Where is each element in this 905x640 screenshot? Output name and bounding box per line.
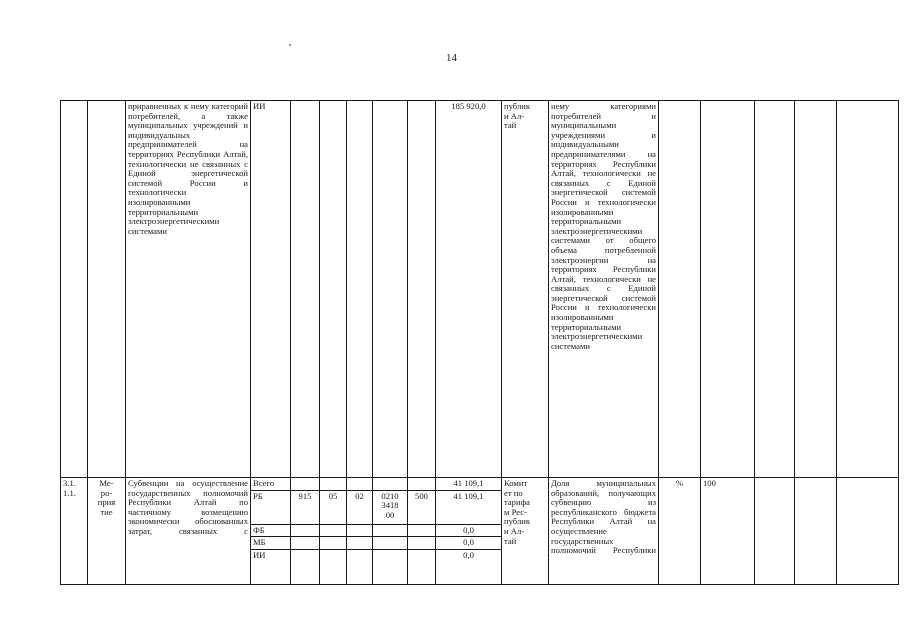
- cell-source: Всего: [251, 478, 291, 491]
- cell-source: ИИ: [251, 549, 291, 584]
- cell-csr: [373, 524, 408, 537]
- cell-grbs: [291, 549, 320, 584]
- table-row: [61, 101, 899, 478]
- cell-grbs: [291, 101, 320, 478]
- cell-source: МБ: [251, 537, 291, 550]
- cell-vr: [408, 524, 436, 537]
- cell-amount: 0,0: [436, 537, 502, 550]
- cell-pr: [347, 549, 373, 584]
- cell-executor: Комит ет по тарифа м Рес- публик и Ал- тай: [502, 478, 549, 585]
- cell-description: Субвенции на осуществление государственных полномочий Республики Алтай по частичному возмещению экономически обоснованных затрат, связанных с: [126, 478, 251, 585]
- scan-speck: [289, 44, 291, 46]
- program-table: [60, 100, 899, 585]
- cell-csr: [373, 478, 408, 491]
- cell-value-4: [837, 101, 899, 478]
- cell-description: приравненных к нему категорий потребителей, а также муниципальных учреждений и индивидуальных предпринимателей на территориях Республики Алтай, технологически не связанных с Единой энергетической системой России и технологически изолированными территориальными электроэнергетическими системами: [126, 101, 251, 478]
- cell-value-4: [837, 478, 899, 585]
- cell-number: [61, 101, 88, 478]
- cell-rz: [320, 101, 347, 478]
- page-number: 14: [446, 52, 457, 64]
- cell-type: Ме- ро- прия тие: [88, 478, 126, 585]
- cell-pr: [347, 101, 373, 478]
- cell-vr: [408, 478, 436, 491]
- cell-unit: [659, 101, 701, 478]
- cell-grbs: [291, 524, 320, 537]
- cell-source: ИИ: [251, 101, 291, 478]
- cell-indicator: Доля муниципальных образований, получающих субвенцию из республиканского бюджета Республики Алтай на осуществление государственных полномочий Республики: [549, 478, 659, 585]
- cell-source: РБ: [251, 490, 291, 524]
- cell-amount: 41 109,1: [436, 490, 502, 524]
- cell-vr: [408, 537, 436, 550]
- cell-pr: [347, 524, 373, 537]
- cell-value-3: [795, 478, 837, 585]
- cell-grbs: [291, 537, 320, 550]
- cell-rz: [320, 478, 347, 491]
- cell-csr: [373, 549, 408, 584]
- cell-pr: 02: [347, 490, 373, 524]
- cell-type: [88, 101, 126, 478]
- cell-grbs: [291, 478, 320, 491]
- cell-csr: 0210 3418 00: [373, 490, 408, 524]
- cell-pr: [347, 537, 373, 550]
- cell-rz: [320, 524, 347, 537]
- cell-amount: 185 920,0: [436, 101, 502, 478]
- cell-vr: [408, 101, 436, 478]
- table-row: [61, 478, 899, 491]
- cell-rz: [320, 537, 347, 550]
- cell-executor: публик и Ал- тай: [502, 101, 549, 478]
- cell-grbs: 915: [291, 490, 320, 524]
- cell-amount: 0,0: [436, 549, 502, 584]
- cell-amount: 41 109,1: [436, 478, 502, 491]
- cell-rz: 05: [320, 490, 347, 524]
- cell-value-1: 100: [701, 478, 755, 585]
- cell-value-1: [701, 101, 755, 478]
- cell-value-3: [795, 101, 837, 478]
- cell-rz: [320, 549, 347, 584]
- cell-number: 3.1. 1.1.: [61, 478, 88, 585]
- cell-csr: [373, 537, 408, 550]
- cell-pr: [347, 478, 373, 491]
- cell-unit: %: [659, 478, 701, 585]
- cell-source: ФБ: [251, 524, 291, 537]
- cell-csr: [373, 101, 408, 478]
- cell-indicator: нему категориями потребителей и муниципальными учреждениями и индивидуальными предпринимателями на территориях Республики Алтай, технологически не связанных с Единой энергетической системой России и технологически изолированными территориальными электроэнергетическими системами от общего объема потребленной электроэнергии на территориях Республики Алтай, технологически не связанных с Единой энергетической системой России и технологически изолированными территориальными электроэнергетическими системами: [549, 101, 659, 478]
- cell-amount: 0,0: [436, 524, 502, 537]
- cell-value-2: [755, 478, 795, 585]
- cell-vr: [408, 549, 436, 584]
- cell-vr: 500: [408, 490, 436, 524]
- cell-value-2: [755, 101, 795, 478]
